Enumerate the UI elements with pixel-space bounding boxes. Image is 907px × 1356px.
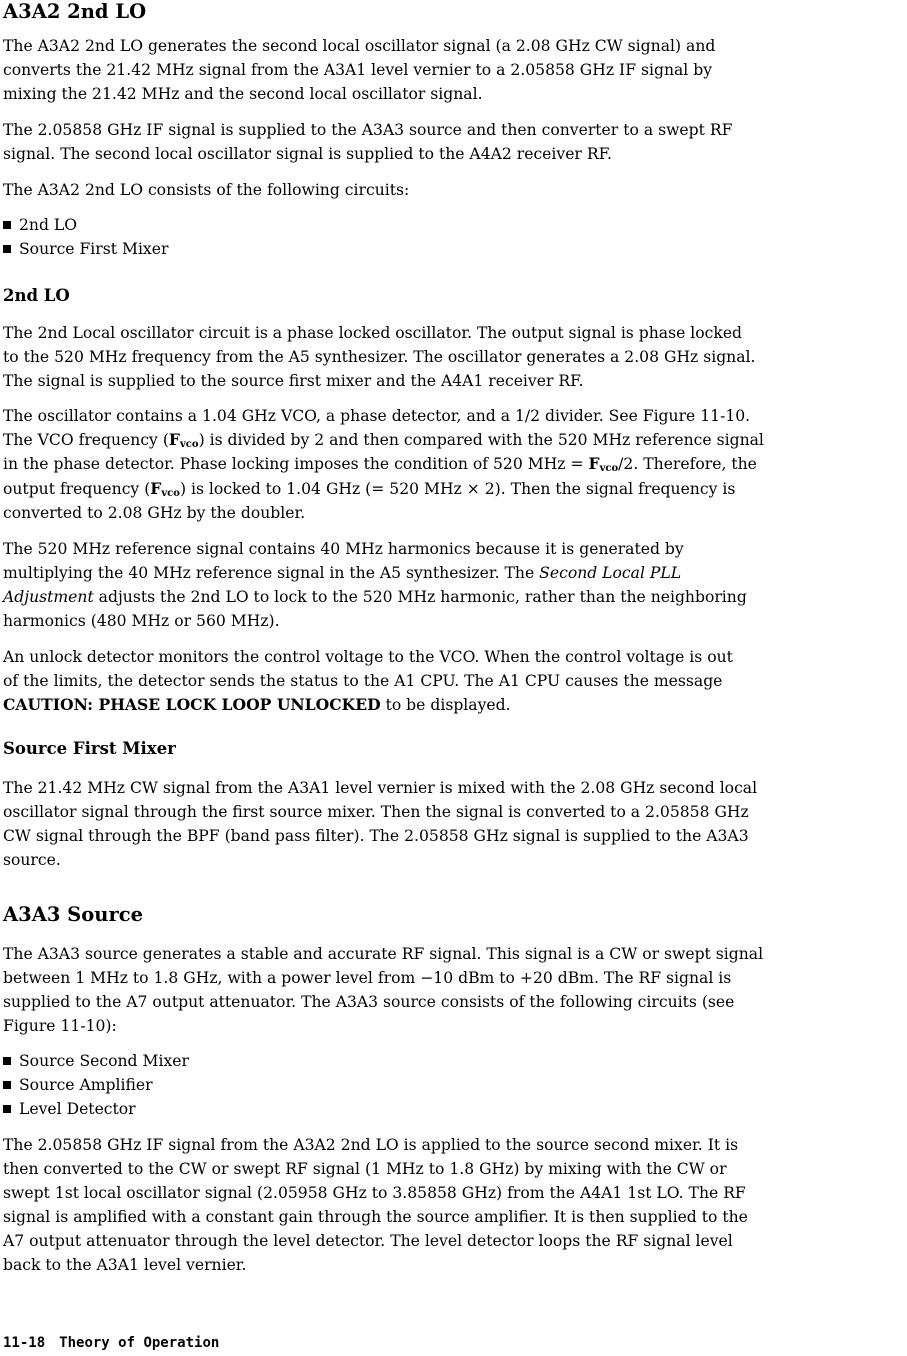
text-line: An unlock detector monitors the control voltage to the VCO. When the control voltage is out: [3, 648, 733, 666]
text-line: The 520 MHz reference signal contains 40 MHz harmonics because it is generated by: [3, 540, 684, 558]
text-line: CW signal through the BPF (band pass filter). The 2.05858 GHz signal is supplied to the A3A3: [3, 827, 749, 845]
text-line: The A3A3 source generates a stable and accurate RF signal. This signal is a CW or swept signal: [3, 945, 764, 963]
text-line: CAUTION: PHASE LOCK LOOP UNLOCKED to be displayed.: [3, 695, 511, 714]
caution-message: CAUTION: PHASE LOCK LOOP UNLOCKED: [3, 695, 381, 714]
adjustment-name: Adjustment: [3, 588, 94, 606]
list-item-label: Source Second Mixer: [19, 1052, 189, 1070]
text-line: signal is amplified with a constant gain through the source amplifier. It is then supplied to the: [3, 1208, 748, 1226]
paragraph-a3a2-circuits: The A3A2 2nd LO consists of the following circuits:: [3, 181, 410, 199]
subheading-source-first-mixer: Source First Mixer: [3, 739, 176, 758]
text-line: The VCO frequency $(F_{vco})$ is divided by 2 and then compared with the 520 MHz reference signal: [3, 430, 764, 450]
text-line: output frequency $(F_{vco})$ is locked to 1.04 GHz (= 520 MHz × 2). Then the signal frequency is: [3, 479, 736, 499]
section-heading-a3a2: A3A2 2nd LO: [3, 0, 147, 23]
text-line: swept 1st local oscillator signal (2.05958 GHz to 3.85858 GHz) from the A4A1 1st LO. The RF: [3, 1184, 746, 1202]
bullet-icon: [3, 1057, 11, 1065]
page-footer: [3, 1335, 219, 1351]
text-line: Adjustment adjusts the 2nd LO to lock to the 520 MHz harmonic, rather than the neighboring: [3, 588, 747, 606]
bullet-icon: [3, 245, 11, 253]
text-line: mixing the 21.42 MHz and the second local oscillator signal.: [3, 85, 483, 103]
text-line: of the limits, the detector sends the status to the A1 CPU. The A1 CPU causes the message: [3, 672, 723, 690]
list-item: [3, 1049, 189, 1073]
list-item: [3, 213, 77, 237]
text-line: The A3A2 2nd LO generates the second local oscillator signal (a 2.08 GHz CW signal) and: [3, 37, 716, 55]
list-item: [3, 1097, 136, 1121]
fvco-symbol: $F_{vco}$: [168, 430, 199, 450]
text-line: The 21.42 MHz CW signal from the A3A1 level vernier is mixed with the 2.08 GHz second local: [3, 779, 758, 797]
bullet-icon: [3, 1105, 11, 1113]
list-item-label: 2nd LO: [19, 216, 78, 234]
list-item: [3, 237, 168, 261]
text-line: source.: [3, 851, 61, 869]
fvco-symbol: $F_{vco}$: [588, 454, 619, 474]
text-line: to the 520 MHz frequency from the A5 synthesizer. The oscillator generates a 2.08 GHz signal.: [3, 348, 756, 366]
list-item-label: Source Amplifier: [19, 1076, 153, 1094]
bullet-icon: [3, 1081, 11, 1089]
text-line: The 2.05858 GHz IF signal from the A3A2 2nd LO is applied to the source second mixer. It is: [3, 1136, 739, 1154]
bullet-icon: [3, 221, 11, 229]
text-line: harmonics (480 MHz or 560 MHz).: [3, 612, 280, 630]
text-line: converts the 21.42 MHz signal from the A3A1 level vernier to a 2.05858 GHz IF signal by: [3, 61, 713, 79]
list-item-label: Level Detector: [19, 1100, 136, 1118]
text-line: signal. The second local oscillator signal is supplied to the A4A2 receiver RF.: [3, 145, 612, 163]
text-line: between 1 MHz to 1.8 GHz, with a power level from −10 dBm to +20 dBm. The RF signal is: [3, 969, 732, 987]
text-line: The 2nd Local oscillator circuit is a phase locked oscillator. The output signal is phase locked: [3, 324, 743, 342]
section-heading-a3a3: A3A3 Source: [3, 903, 144, 926]
text-line: converted to 2.08 GHz by the doubler.: [3, 504, 306, 522]
text-line: The oscillator contains a 1.04 GHz VCO, a phase detector, and a 1/2 divider. See Figure 11-10.: [3, 407, 751, 425]
adjustment-name: Second Local PLL: [539, 564, 682, 582]
text-line: back to the A3A1 level vernier.: [3, 1256, 247, 1274]
footer-title: Theory of Operation: [59, 1335, 220, 1351]
text-line: Figure 11-10):: [3, 1017, 117, 1035]
text-line: then converted to the CW or swept RF signal (1 MHz to 1.8 GHz) by mixing with the CW or: [3, 1160, 727, 1178]
fvco-symbol: $F_{vco}$: [150, 479, 180, 499]
page-number: 11-18: [3, 1335, 46, 1351]
list-item-label: Source First Mixer: [19, 240, 169, 258]
text-line: supplied to the A7 output attenuator. The A3A3 source consists of the following circuits (see: [3, 993, 735, 1011]
text-line: The signal is supplied to the source first mixer and the A4A1 receiver RF.: [3, 372, 584, 390]
text-line: The 2.05858 GHz IF signal is supplied to the A3A3 source and then converter to a swept RF: [3, 121, 733, 139]
list-item: [3, 1073, 153, 1097]
text-line: A7 output attenuator through the level detector. The level detector loops the RF signal level: [3, 1232, 733, 1250]
text-line: oscillator signal through the first source mixer. Then the signal is converted to a 2.05858 GHz: [3, 803, 749, 821]
text-line: multiplying the 40 MHz reference signal in the A5 synthesizer. The Second Local PLL: [3, 564, 682, 582]
subheading-2nd-lo: 2nd LO: [3, 286, 70, 305]
text-line: in the phase detector. Phase locking imposes the condition of 520 MHz = $F_{vco}/2$. Therefore, the: [3, 454, 757, 474]
